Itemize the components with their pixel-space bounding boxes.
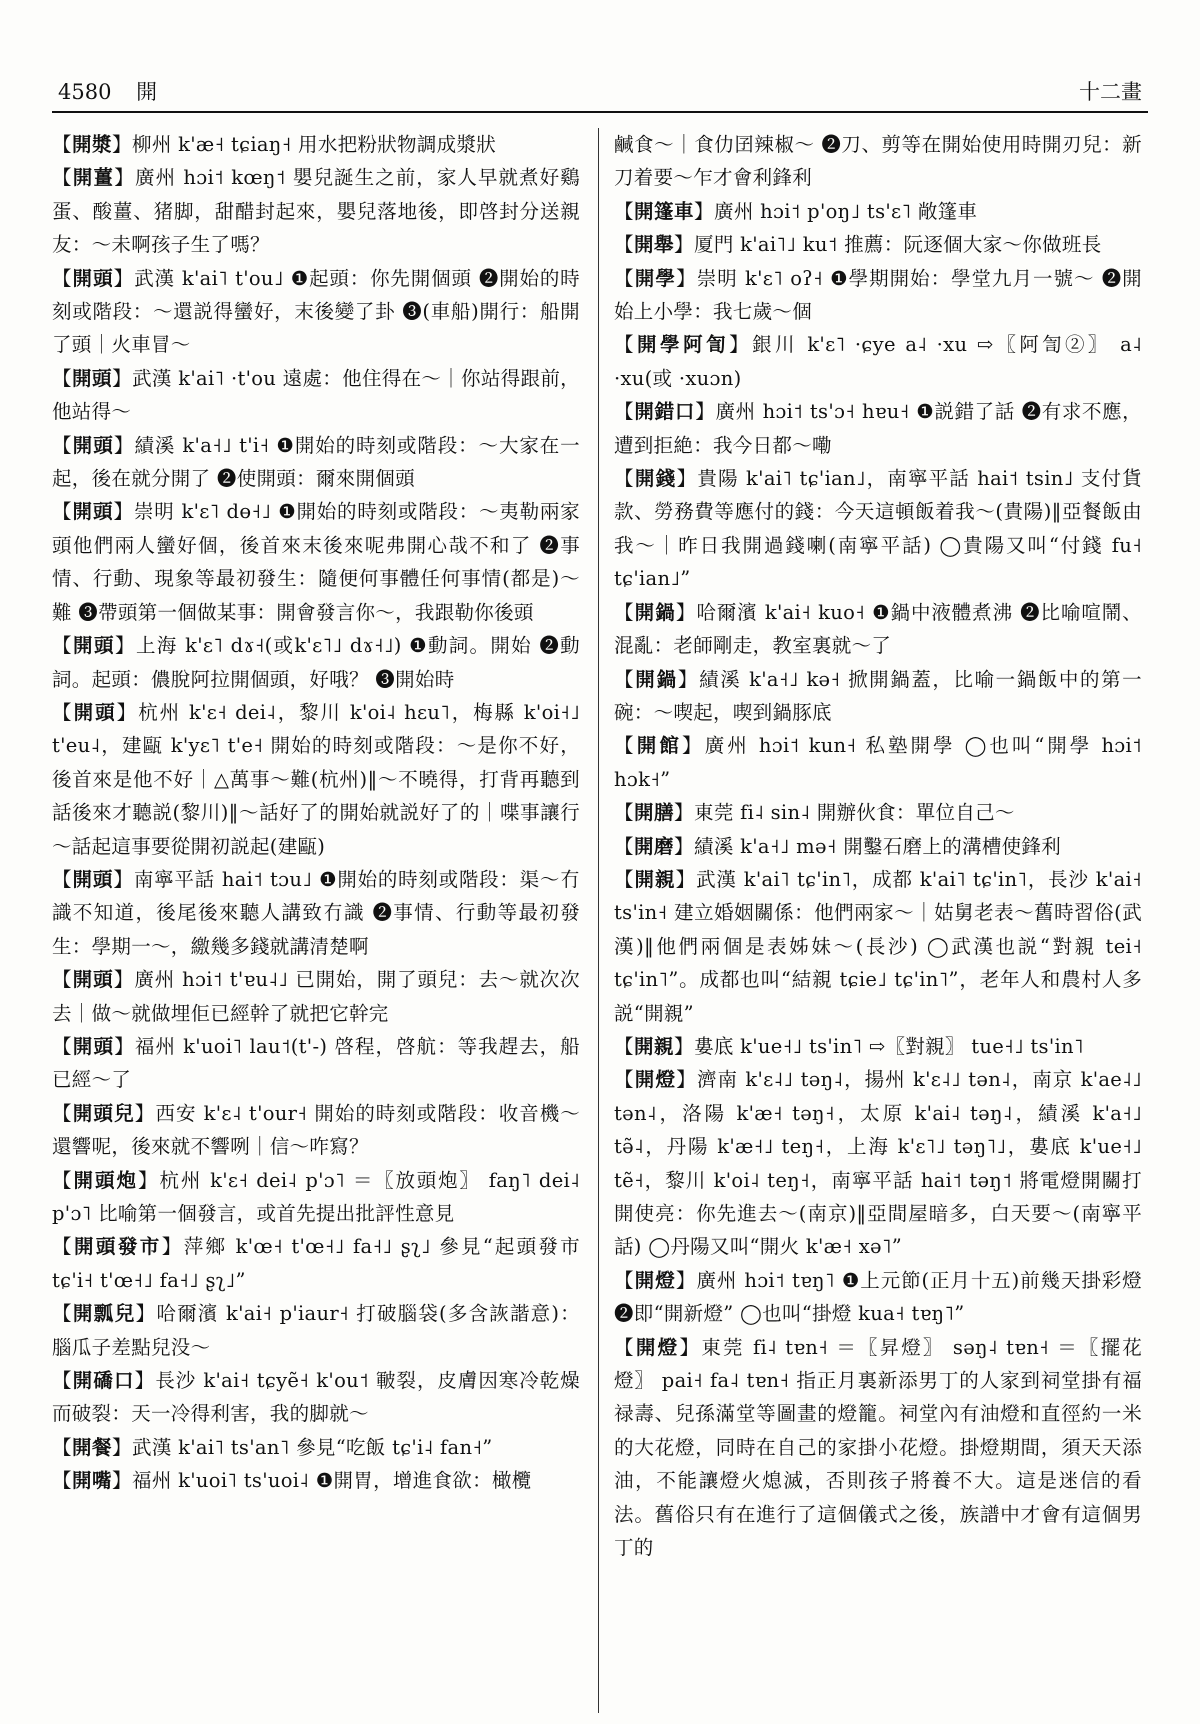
entry-headword: 【 開頭 】	[52, 1035, 135, 1058]
entry-definition: 武漢 k'ai˥ tɕ'in˥，成都 k'ai˥ tɕ'in˥，長沙 k'ai˧ ts'in˧ 建立婚姻關係：他們兩家～｜姑舅老表～舊時習俗(武漢)‖他們兩個是表姊妹～(長沙) ◯武漢也説“對親 tei˧ tɕ'in˥”。成都也叫“結親 tɕie˩ tɕ'in˥”，老年人和農村人多説“開親”	[614, 867, 1142, 1025]
entry-definition: 東莞 fi˨ sin˨ 開辦伙食：單位自己～	[694, 801, 1015, 825]
entry-definition: 武漢 k'ai˥ t'ou˩ ❶起頭：你先開個頭 ❷開始的時刻或階段：～還説得蠻好，末後變了卦 ❸(車船)開行：船開了頭｜火車冒～	[52, 266, 580, 357]
dictionary-entry	[614, 128, 1142, 195]
entry-headword: 【 開餐 】	[52, 1436, 132, 1459]
dictionary-entry	[52, 696, 580, 863]
entry-headword: 【 開篷車 】	[614, 200, 714, 223]
entry-headword: 【 開燈 】	[614, 1269, 696, 1292]
entry-headword: 【 開頭發市 】	[52, 1235, 184, 1258]
entry-definition: 績溪 k'a˧˩ mə˧ 開鑿石磨上的溝槽使鋒利	[694, 834, 1062, 858]
entry-definition: 廣州 hɔi˦ tɐŋ˥ ❶上元節(正月十五)前幾天掛彩燈 ❷即“開新燈” ◯也叫“掛燈 kua˧ tɐŋ˥”	[614, 1268, 1142, 1326]
entry-definition: 武漢 k'ai˥ ·t'ou 遠處：他住得在～｜你站得跟前，他站得～	[52, 366, 580, 424]
entry-headword: 【 開頭 】	[52, 500, 134, 523]
entry-headword: 【 開瓢兒 】	[52, 1302, 157, 1325]
entry-definition: 哈爾濱 k'ai˧ p'iaur˧ 打破腦袋(多含詼諧意)：腦瓜子差點兒没～	[52, 1302, 580, 1359]
entry-headword: 【 開頭 】	[52, 968, 134, 991]
entry-definition: 厦門 k'ai˥˩ ku˦ 推薦：阮逐個大家～你做班長	[694, 233, 1102, 257]
dictionary-entry	[52, 963, 580, 1030]
entry-headword: 【 開學阿訇 】	[614, 333, 752, 356]
entry-definition: 貴陽 k'ai˥ tɕ'ian˩，南寧平話 hai˦ tsin˩ 支付貨款、勞務費等應付的錢：今天這頓飯着我～(貴陽)‖亞餐飯由我～｜昨日我開過錢喇(南寧平話) ◯貴陽又叫“付錢 fu˧ tɕ'ian˩”	[614, 467, 1142, 591]
entry-headword: 【 開磨 】	[614, 835, 694, 858]
dictionary-entry	[52, 863, 580, 963]
entry-definition: 廣州 hɔi˦ p'oŋ˩ ts'ɛ˥ 敞篷車	[714, 199, 978, 223]
dictionary-entry	[52, 1230, 580, 1297]
dictionary-entry	[614, 1030, 1142, 1063]
stroke-section: 十二畫	[1079, 80, 1142, 104]
dictionary-entry	[52, 128, 580, 161]
page-header	[58, 74, 1142, 108]
dictionary-entry	[614, 596, 1142, 663]
dictionary-entry	[614, 1264, 1142, 1331]
entry-definition: 崇明 k'ɛ˥ dɵ˧˩ ❶開始的時刻或階段：～夷勒兩家頭他們兩人蠻好個，後首來末後來呢弗開心哉不和了 ❷事情、行動、現象等最初發生：隨便何事體任何事情(都是)～難 ❸帶頭第一個做某事：開會發言你～，我跟勒你後頭	[52, 500, 580, 624]
entry-headword: 【 開親 】	[614, 868, 696, 891]
dictionary-entry	[614, 228, 1142, 261]
entry-headword: 【 開嘴 】	[52, 1469, 132, 1492]
dictionary-entry	[52, 262, 580, 362]
dictionary-entry	[614, 262, 1142, 329]
dictionary-entry	[614, 328, 1142, 395]
dictionary-entry	[52, 362, 580, 429]
entry-definition: 杭州 k'ɛ˧ dei˨，黎川 k'oi˨ hɛu˥，梅縣 k'oi˧˩ t'eu˨，建甌 k'yɛ˥ t'e˧ 開始的時刻或階段：～是你不好，後首來是他不好｜△萬事～難(杭州)‖～不曉得，打背再聽到話後來才聽説(黎川)‖～話好了的開始就説好了的｜喋事讓行～話起這事要從開初説起(建甌)	[52, 700, 580, 858]
dictionary-entry	[52, 1164, 580, 1231]
entry-definition: 上海 k'ɛ˥ dɤ˧(或k'ɛ˥˩ dɤ˧˩) ❶動詞。開始 ❷動詞。起頭：儂脫阿拉開個頭，好哦？ ❸開始時	[52, 634, 580, 691]
entry-headword: 【 開錢 】	[614, 467, 697, 490]
entry-headword: 【 開礄口 】	[52, 1369, 155, 1392]
entry-definition: 婁底 k'ue˧˩ ts'in˥ ⇨〖對親〗 tue˧˩ ts'in˥	[694, 1034, 1084, 1058]
entry-headword: 【 開頭 】	[52, 868, 134, 891]
header-left	[58, 76, 175, 106]
entry-headword: 【 開舉 】	[614, 233, 694, 256]
dictionary-entry	[52, 629, 580, 696]
header-rule	[52, 111, 1148, 113]
entry-headword: 【 開親 】	[614, 1035, 694, 1058]
entry-headword: 【 開鍋 】	[614, 601, 696, 624]
entry-definition: 濟南 k'ɛ˨˩ təŋ˨，揚州 k'ɛ˨˩ tən˨，南京 k'ae˨˩ tən˨，洛陽 k'æ˧ təŋ˧，太原 k'ai˨ təŋ˨，績溪 k'a˧˩ tə̃˨，丹陽 k'æ˧˩ teŋ˧，上海 k'ɛ˥˩ təŋ˥˩，婁底 k'ue˧˩ tẽ˧，黎川 k'oi˨ teŋ˧，南寧平話 hai˦ təŋ˦ 將電燈開關打開使亮：你先進去～(南京)‖亞間屋暗多，白天要～(南寧平話) ◯丹陽又叫“開火 k'æ˧ xə˥”	[614, 1068, 1142, 1259]
entry-headword: 【 開燈 】	[614, 1336, 701, 1359]
entry-definition: 柳州 k'æ˧ tɕiaŋ˧ 用水把粉狀物調成漿狀	[132, 133, 497, 156]
dictionary-entry	[614, 462, 1142, 596]
dictionary-entry	[52, 1030, 580, 1097]
dictionary-entry	[614, 796, 1142, 829]
entry-definition: 鹹食～｜食仂囝辣椒～ ❷刀、剪等在開始使用時開刃兒：新刀着要～乍才會利鋒利	[614, 133, 1142, 190]
dictionary-entry	[52, 1297, 580, 1364]
dictionary-entry	[614, 395, 1142, 462]
entry-definition: 廣州 hɔi˦ ts'ɔ˧ hɐu˧ ❶説錯了話 ❷有求不應，遭到拒絶：我今日都～嘞	[614, 400, 1142, 457]
entry-definition: 績溪 k'a˧˩ kə˧ 掀開鍋蓋，比喻一鍋飯中的第一碗：～喫起，喫到鍋豚底	[614, 667, 1142, 724]
column-divider	[598, 128, 599, 1713]
entry-definition: 福州 k'uoi˥ lau˦(t'-) 啓程，啓航：等我趕去，船已經～了	[52, 1034, 580, 1092]
entry-definition: 廣州 hɔi˦ kœŋ˦ 嬰兒誕生之前，家人早就煮好鷄蛋、酸薑、猪脚，甜醋封起來，嬰兒落地後，即啓封分送親友：～未啊孩子生了嗎？	[52, 166, 580, 257]
header-character: 開	[136, 80, 158, 104]
entry-headword: 【 開頭 】	[52, 701, 138, 724]
entry-headword: 【 開頭 】	[52, 267, 134, 290]
entry-headword: 【 開頭 】	[52, 434, 134, 457]
entry-definition: 績溪 k'a˧˩ t'i˧ ❶開始的時刻或階段：～大家在一起，後在就分開了 ❷使開頭：爾來開個頭	[52, 433, 580, 491]
dictionary-entry	[614, 830, 1142, 863]
dictionary-entry	[52, 495, 580, 629]
entry-definition: 南寧平話 hai˦ tɔu˩ ❶開始的時刻或階段：渠～冇識不知道，後尾後來聽人講致冇識 ❷事情、行動等最初發生：學期一～，繳幾多錢就講清楚啊	[52, 867, 580, 958]
dictionary-entry	[52, 1364, 580, 1431]
entry-headword: 【 開頭炮 】	[52, 1169, 160, 1192]
dictionary-entry	[52, 1464, 580, 1497]
entry-headword: 【 開頭 】	[52, 634, 136, 657]
entry-definition: 崇明 k'ɛ˥ oʔ˧ ❶學期開始：學堂九月一號～ ❷開始上小學：我七歲～個	[614, 266, 1142, 324]
entry-headword: 【 開頭兒 】	[52, 1102, 155, 1125]
entry-headword: 【 開頭 】	[52, 367, 132, 390]
dictionary-entry	[614, 195, 1142, 228]
entry-headword: 【 開鍋 】	[614, 668, 699, 691]
entry-definition: 杭州 k'ɛ˧ dei˨ p'ɔ˥ ＝〖放頭炮〗 faŋ˥ dei˨ p'ɔ˥ 比喻第一個發言，或首先提出批評性意見	[52, 1168, 580, 1225]
dictionary-entry	[614, 1063, 1142, 1263]
dictionary-entry	[614, 1331, 1142, 1565]
entry-definition: 長沙 k'ai˧ tɕyẽ˧ k'ou˦ 皸裂，皮膚因寒冷乾燥而破裂：天一冷得利害，我的脚就～	[52, 1369, 580, 1426]
entry-definition: 福州 k'uoi˥ ts'uoi˨ ❶開胃，增進食欲：橄欖	[132, 1469, 532, 1493]
entry-definition: 廣州 hɔi˦ kun˧ 私塾開學 ◯也叫“開學 hɔi˦ hɔk˧”	[614, 734, 1142, 791]
entry-headword: 【 開館 】	[614, 734, 705, 757]
dictionary-entry	[614, 663, 1142, 730]
dictionary-entry	[52, 1097, 580, 1164]
entry-headword: 【 開漿 】	[52, 133, 132, 156]
entry-definition: 東莞 fi˨ tɐn˧ ＝〖昇燈〗 səŋ˨ tɐn˧ ＝〖擺花燈〗 pai˧ fa˨ tɐn˧ 指正月裏新添男丁的人家到祠堂掛有福禄壽、兒孫滿堂等圖畫的燈籠。祠堂內有油燈和直徑約一米的大花燈，同時在自己的家掛小花燈。掛燈期間，須天天添油，不能讓燈火熄滅，否則孩子將養不大。這是迷信的看法。舊俗只有在進行了這個儀式之後，族譜中才會有這個男丁的	[614, 1335, 1142, 1560]
entry-headword: 【 開膳 】	[614, 801, 694, 824]
dictionary-entry	[614, 863, 1142, 1030]
dictionary-entry	[52, 1431, 580, 1464]
entry-definition: 西安 k'ɛ˨ t'our˧ 開始的時刻或階段：收音機～還響呢，後來就不響咧｜信～咋寫？	[52, 1101, 580, 1159]
entry-headword: 【 開學 】	[614, 267, 697, 290]
entry-definition: 廣州 hɔi˦ t'ɐu˨˩ 已開始，開了頭兒：去～就次次去｜做～就做埋佢已經幹了就把它幹完	[52, 968, 580, 1025]
entry-headword: 【 開薑 】	[52, 166, 135, 189]
entry-definition: 哈爾濱 k'ai˧ kuo˧ ❶鍋中液體煮沸 ❷比喻喧鬧、混亂：老師剛走，教室裏就～了	[614, 600, 1142, 658]
left-column	[52, 128, 580, 1713]
right-column	[614, 128, 1142, 1713]
entry-headword: 【 開錯口 】	[614, 400, 716, 423]
page-number: 4580	[58, 80, 112, 104]
entry-definition: 銀川 k'ɛ˥ ·ɕye a˨ ·xu ⇨〖阿訇②〗 a˨ ·xu(或 ·xuɔn)	[614, 333, 1142, 390]
entry-definition: 武漢 k'ai˥ ts'an˥ 參見“吃飯 tɕ'i˨ fan˧”	[132, 1435, 493, 1459]
dictionary-entry	[614, 729, 1142, 796]
entry-definition: 萍鄉 k'œ˧ t'œ˧˩ fa˧˩ ʂʅ˩ 參見“起頭發市 tɕ'i˧ t'œ˧˩ fa˧˩ ʂʅ˩”	[52, 1235, 580, 1292]
dictionary-entry	[52, 429, 580, 496]
dictionary-entry	[52, 161, 580, 261]
entry-headword: 【 開燈 】	[614, 1068, 697, 1091]
